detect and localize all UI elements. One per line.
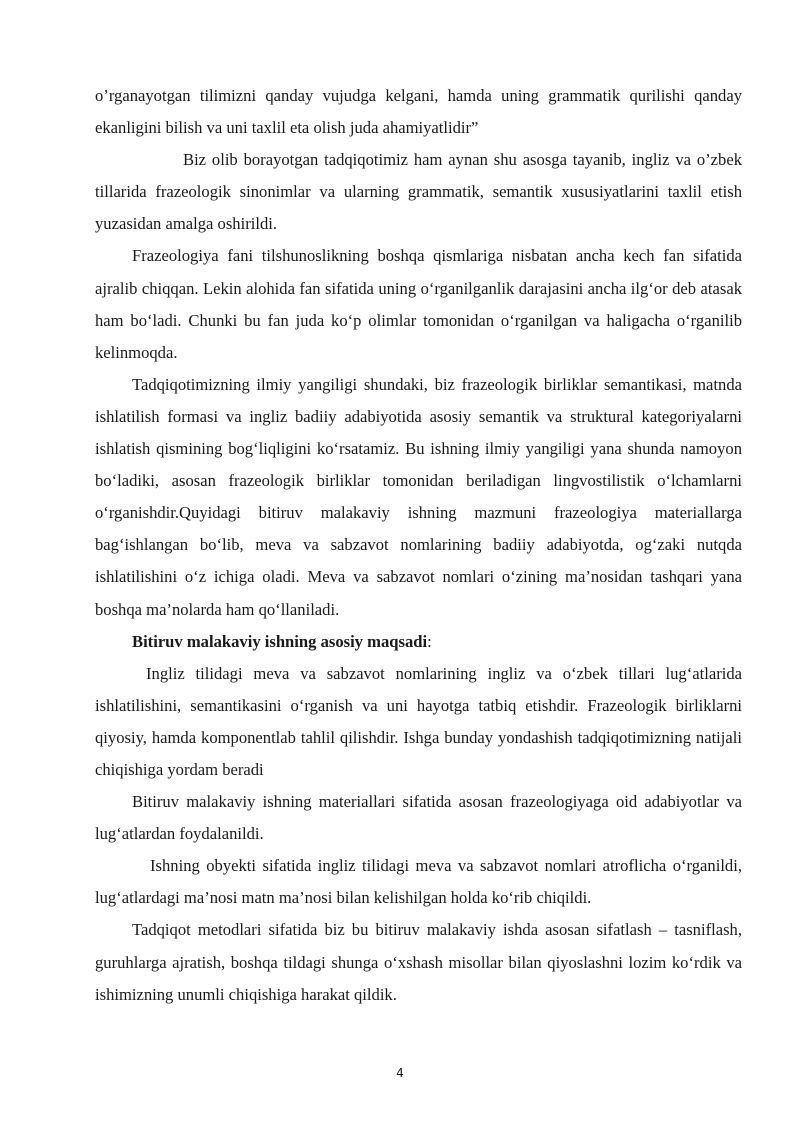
paragraph-4: Tadqiqotimizning ilmiy yangiligi shundaki, biz frazeologik birliklar semantikasi, matnda ishlatilish formasi va ingliz badiiy adabiyotida asosiy semantik va struktural kategoriyalarni ishlatish qismining bog‘liqligini ko‘rsatamiz. Bu ishning ilmiy yangiligi yana shunda namoyon bo‘ladiki, asosan frazeologik birliklar tomonidan beriladigan lingvostilistik o‘lchamlarni o‘rganishdir.Quyidagi bitiruv malakaviy ishning mazmuni frazeologiya materiallarga bag‘ishlangan bo‘lib, meva va sabzavot nomlarining badiiy adabiyotda, og‘zaki nutqda ishlatilishini o‘z ichiga oladi. Meva va sabzavot nomlari o‘zining ma’nosidan tashqari yana boshqa ma’nolarda ham qo‘llaniladi. <box>95 374 742 619</box>
paragraph-6: Bitiruv malakaviy ishning materiallari sifatida asosan frazeologiyaga oid adabiyotlar va lug‘atlardan foydalanildi. <box>95 792 742 844</box>
paragraph-1: o’rganayotgan tilimizni qanday vujudga kelgani, hamda uning grammatik qurilishi qanday ekanligini bilish va uni taxlil eta olish juda ahamiyatlidir” <box>95 86 742 138</box>
paragraph-7: Ishning obyekti sifatida ingliz tilidagi meva va sabzavot nomlari atroflicha o‘rganildi, lug‘atlardagi ma’nosi matn ma’nosi bilan kelishilgan holda ko‘rib chiqildi. <box>95 856 742 908</box>
paragraph-2: Biz olib borayotgan tadqiqotimiz ham aynan shu asosga tayanib, ingliz va o’zbek tillarida frazeologik sinonimlar va ularning grammatik, semantik xususiyatlarini taxlil etish yuzasidan amalga oshirildi. <box>95 150 742 234</box>
paragraph-3: Frazeologiya fani tilshunoslikning boshqa qismlariga nisbatan ancha kech fan sifatida ajralib chiqqan. Lekin alohida fan sifatida uning o‘rganilganlik darajasini ancha ilg‘or deb atasak ham bo‘ladi. Chunki bu fan juda ko‘p olimlar tomonidan o‘rganilgan va haligacha o‘rganilib kelinmoqda. <box>95 246 742 362</box>
paragraph-5: Ingliz tilidagi meva va sabzavot nomlarining ingliz va o‘zbek tillari lug‘atlarida ishlatilishini, semantikasini o‘rganish va uni hayotga tatbiq etishdir. Frazeologik birliklarni qiyosiy, hamda komponentlab tahlil qilishdir. Ishga bunday yondashish tadqiqotimizning natijali chiqishiga yordam beradi <box>95 663 742 779</box>
goal-heading-line <box>95 626 742 658</box>
goal-heading: Bitiruv malakaviy ishning asosiy maqsadi <box>132 631 428 651</box>
paragraph-8: Tadqiqot metodlari sifatida biz bu bitiruv malakaviy ishda asosan sifatlash – tasniflash, guruhlarga ajratish, boshqa tildagi shunga o‘xshash misollar bilan qiyoslashni lozim ko‘rdik va ishimizning unumli chiqishiga harakat qildik. <box>95 920 742 1004</box>
page-number: 4 <box>396 1066 404 1080</box>
document-page <box>95 80 742 1011</box>
goal-heading-colon: : <box>427 631 432 651</box>
